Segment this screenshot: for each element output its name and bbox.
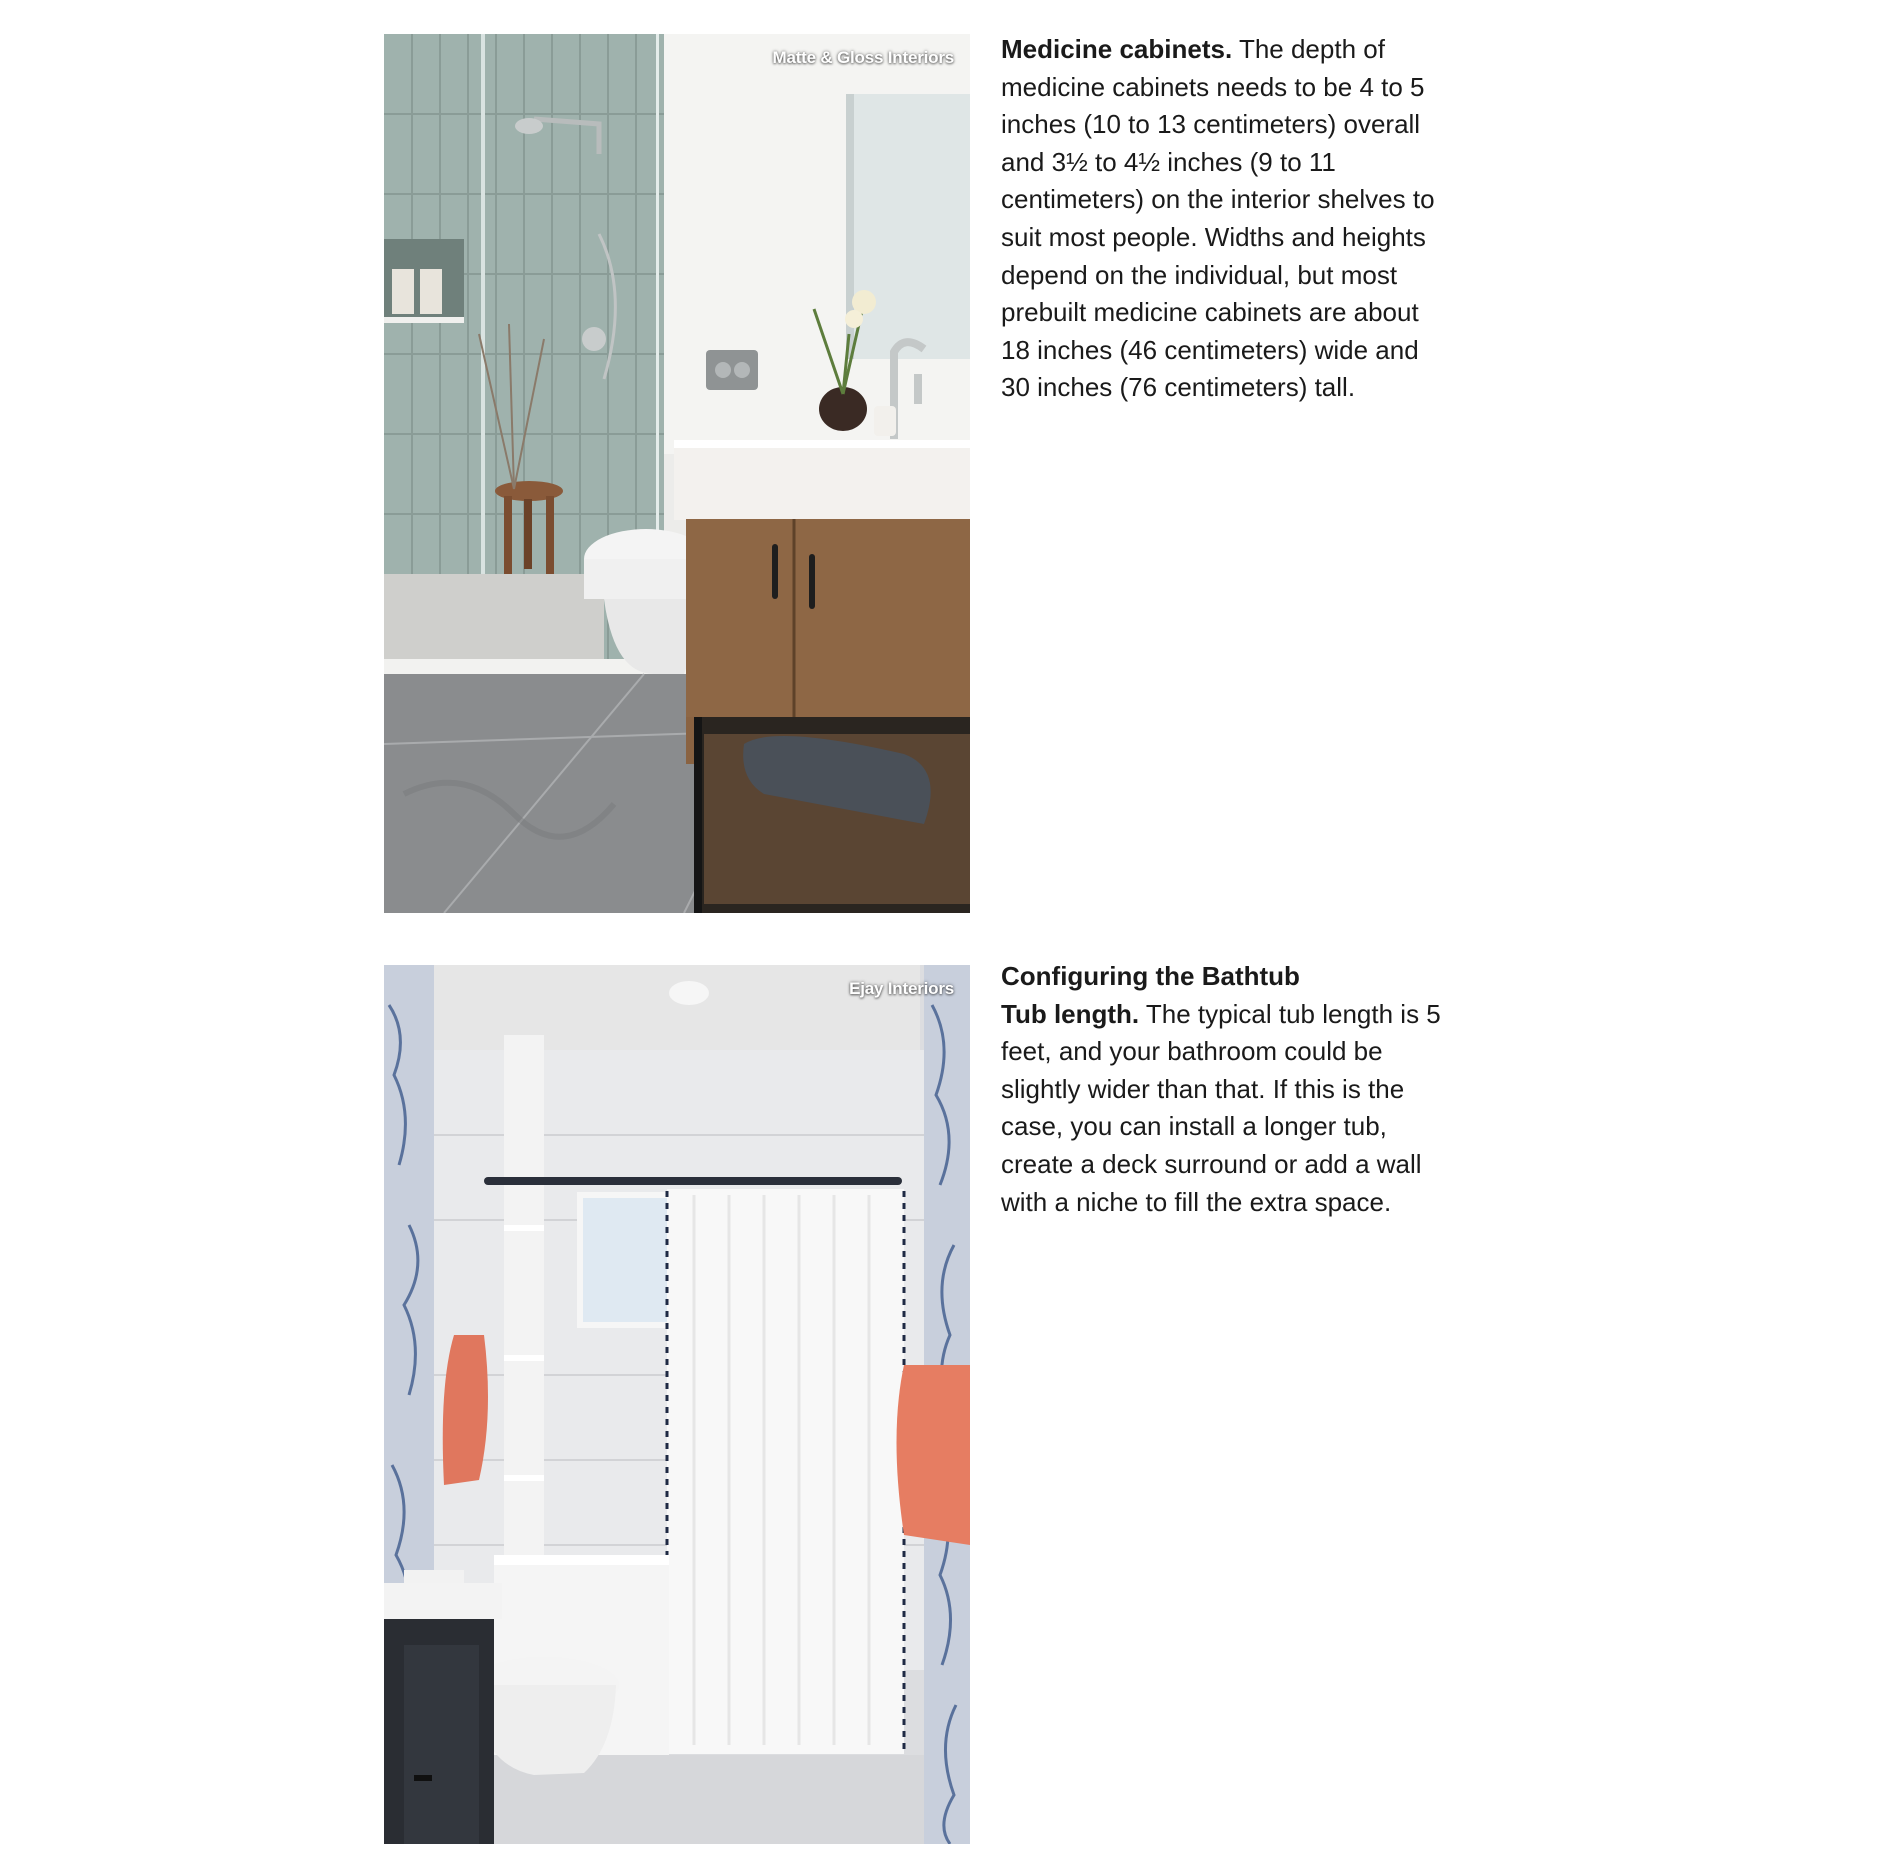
- bathtub-section: [1001, 958, 1451, 1221]
- bathroom-vanity-illustration: [384, 34, 970, 913]
- photo-credit: Matte & Gloss Interiors: [772, 48, 954, 67]
- medicine-cabinets-paragraph: [1001, 31, 1451, 407]
- bathroom-vanity-photo: [384, 34, 970, 913]
- bathtub-photo: [384, 965, 970, 1844]
- medicine-cabinets-section: [1001, 31, 1451, 407]
- paragraph-lead: Tub length.: [1001, 998, 1140, 1029]
- paragraph-body: The typical tub length is 5 feet, and your bathroom could be slightly wider than that. If this is the case, you can install a longer tub, create a deck surround or add a wall with a niche to fill the extra space.: [1001, 998, 1441, 1217]
- paragraph-body: The depth of medicine cabinets needs to be 4 to 5 inches (10 to 13 centimeters) overall and 3½ to 4½ inches (9 to 11 centimeters) on the interior shelves to suit most people. Widths and heights depend on the individual, but most prebuilt medicine cabinets are about 18 inches (46 centimeters) wide and 30 inches (76 centimeters) tall.: [1001, 34, 1435, 403]
- photo-credit: Ejay Interiors: [849, 979, 954, 998]
- tub-length-paragraph: [1001, 996, 1451, 1222]
- bathtub-illustration: [384, 965, 970, 1844]
- section-heading: Configuring the Bathtub: [1001, 961, 1300, 991]
- paragraph-lead: Medicine cabinets.: [1001, 34, 1233, 64]
